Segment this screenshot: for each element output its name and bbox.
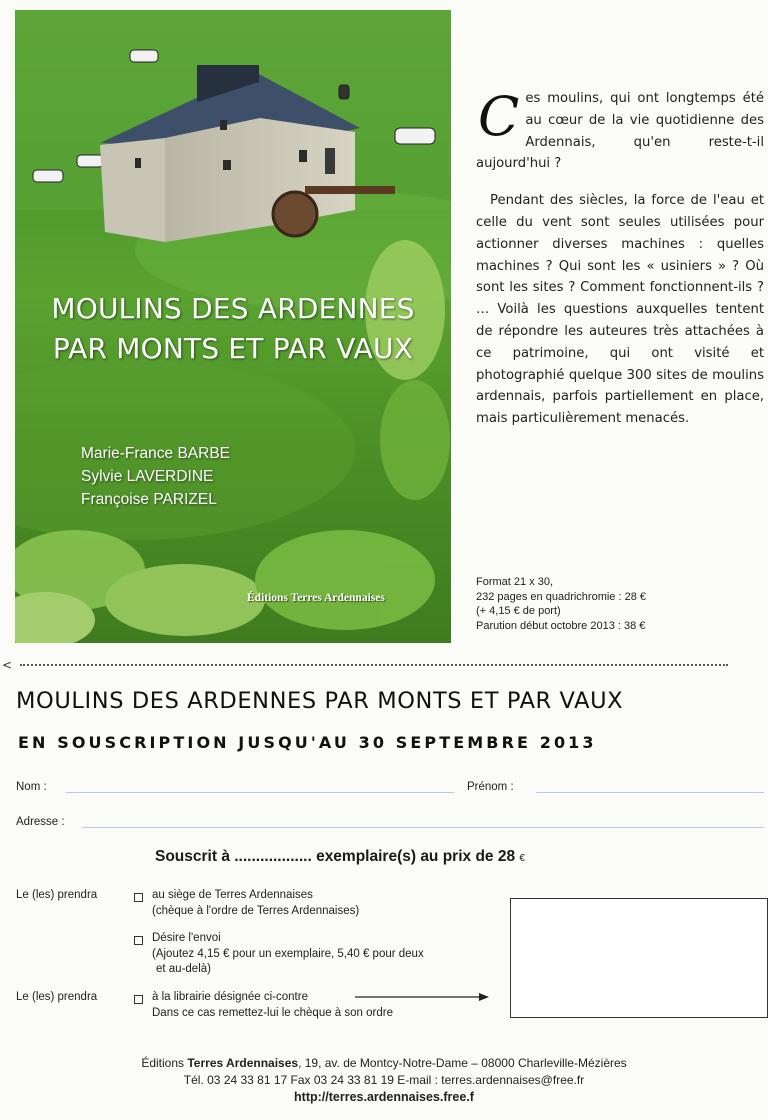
subscription-text: Souscrit à .................. exemplaire(s) au prix de 28 [155, 848, 516, 865]
book-cover [15, 10, 451, 643]
checkbox-siege[interactable] [134, 893, 143, 902]
footer-prefix: Éditions [141, 1056, 188, 1070]
checkbox-librairie[interactable] [134, 995, 143, 1004]
format-line-4: Parution début octobre 2013 : 38 € [476, 619, 646, 632]
author-2: Sylvie LAVERDINE [81, 468, 214, 485]
euro-symbol: € [519, 853, 525, 864]
prendra-label-1: Le (les) prendra [16, 889, 98, 901]
option-envoi [152, 931, 424, 978]
subscription-line [155, 848, 525, 866]
form-subtitle: EN SOUSCRIPTION JUSQU'AU 30 SEPTEMBRE 2013 [18, 733, 597, 752]
option-siege-line2: (chèque à l'ordre de Terres Ardennaises) [152, 904, 360, 917]
option-siege-line1: au siège de Terres Ardennaises [152, 889, 313, 901]
cover-publisher: Éditions Terres Ardennaises [247, 592, 385, 604]
prendra-label-2: Le (les) prendra [16, 991, 98, 1003]
nom-field[interactable] [66, 792, 454, 793]
footer-address [0, 1056, 768, 1070]
author-1: Marie-France BARBE [81, 445, 231, 462]
format-line-3: (+ 4,15 € de port) [476, 605, 561, 617]
form-title: MOULINS DES ARDENNES PAR MONTS ET PAR VAUX [16, 688, 624, 714]
cover-title-line1: MOULINS DES ARDENNES [51, 292, 415, 325]
footer-address-text: , 19, av. de Montcy-Notre-Dame – 08000 Charleville-Mézières [298, 1056, 627, 1070]
cut-line [2, 658, 754, 672]
prenom-field[interactable] [536, 792, 764, 793]
prenom-label: Prénom : [467, 781, 514, 793]
adresse-label: Adresse : [16, 816, 65, 828]
adresse-field[interactable] [82, 827, 764, 828]
format-info [476, 575, 646, 633]
drop-cap: C [478, 85, 520, 148]
book-description [476, 85, 764, 445]
cover-photo [15, 10, 451, 643]
description-paragraph-1: es moulins, qui ont longtemps été au cœur de la vie quotidienne des Ardennais, qu'en reste-t-il aujourd'hui ? [476, 91, 764, 172]
format-line-2: 232 pages en quadrichromie : 28 € [476, 590, 647, 603]
description-paragraph-2: Pendant des siècles, la force de l'eau et celle du vent sont seules utilisées pour actionner diverses machines : quelles machines ? Qui sont les « usiniers » ? Où sont les sites ? Comment fonctionnent-ils ? … Voilà les questions auxquelles tentent de répondre les auteures très attachées à ce patrimoine, qui ont visité et photographié quelque 300 sites de moulins ardennais, parfois partiellement en place, mais particulièrement menacés. [476, 193, 764, 427]
option-envoi-line1: Désire l'envoi [152, 932, 221, 944]
option-librairie-line2: Dans ce cas remettez-lui le chèque à son ordre [152, 1006, 393, 1019]
option-envoi-line2: (Ajoutez 4,15 € pour un exemplaire, 5,40 € pour deux [152, 947, 424, 960]
dotted-divider [20, 664, 728, 666]
scissors-icon: < [2, 658, 13, 672]
author-3: Françoise PARIZEL [81, 491, 217, 508]
checkbox-envoi[interactable] [134, 936, 143, 945]
footer-website-link[interactable]: http://terres.ardennaises.free.f [294, 1090, 474, 1104]
footer-contact: Tél. 03 24 33 81 17 Fax 03 24 33 81 19 E-mail : terres.ardennaises@free.fr [183, 1073, 585, 1087]
footer-publisher-name: Terres Ardennaises [187, 1056, 299, 1070]
arrow-right-icon [355, 990, 490, 1004]
format-line-1: Format 21 x 30, [476, 576, 554, 588]
cover-authors [81, 442, 230, 511]
option-librairie-line1: à la librairie désignée ci-contre [152, 991, 308, 1003]
cover-title-line2: PAR MONTS ET PAR VAUX [52, 332, 414, 365]
bookshop-stamp-box[interactable] [510, 898, 768, 1018]
option-envoi-line3: et au-delà) [156, 963, 211, 975]
option-siege [152, 888, 359, 919]
nom-label: Nom : [16, 781, 47, 793]
